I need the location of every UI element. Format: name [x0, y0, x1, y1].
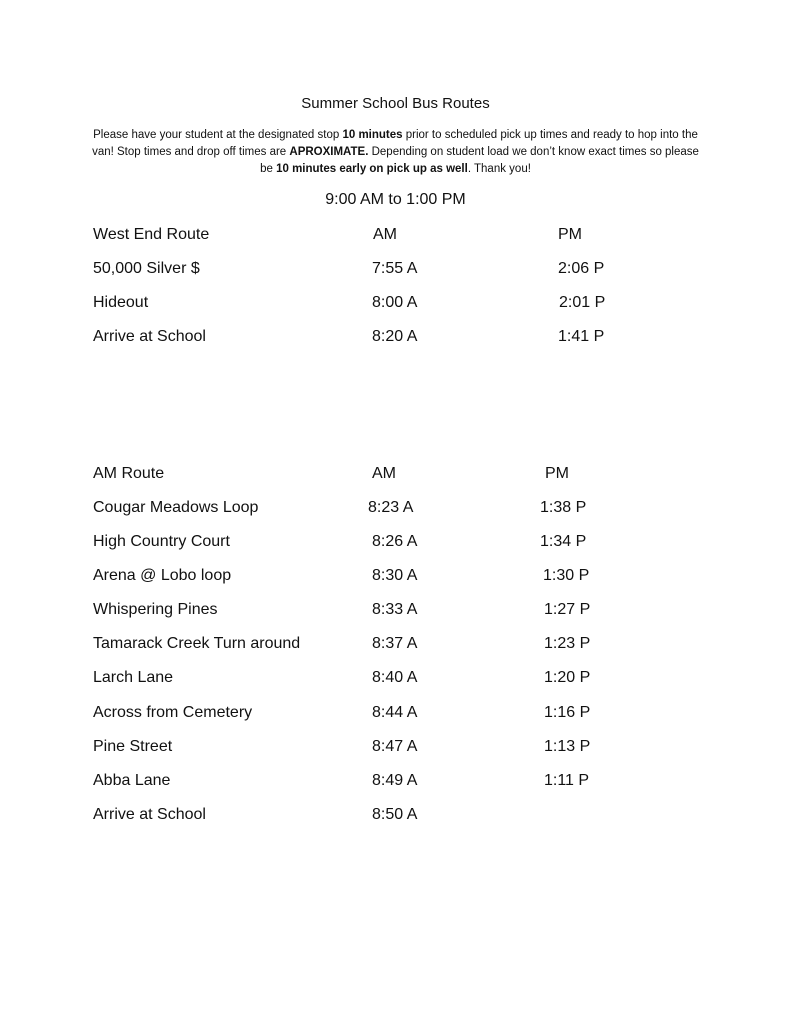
- stop-name: Tamarack Creek Turn around: [93, 635, 301, 652]
- table-row: [0, 738, 791, 760]
- west-end-header-pm: PM: [558, 226, 582, 243]
- pm-time: 1:30 P: [543, 567, 590, 584]
- am-time: 8:00 A: [372, 294, 418, 311]
- table-row: [0, 772, 791, 794]
- am-time: 8:33 A: [372, 601, 418, 618]
- stop-name: Cougar Meadows Loop: [93, 499, 259, 516]
- am-time: 8:37 A: [372, 635, 418, 652]
- table-row: [0, 499, 791, 521]
- stop-name: Larch Lane: [93, 669, 174, 686]
- am-route-header-row: [0, 465, 791, 487]
- table-row: [0, 806, 791, 828]
- intro-text-3: Depending on student load we don’t know exact times so please be: [260, 146, 699, 175]
- intro-text-1: Please have your student at the designated stop: [93, 129, 343, 141]
- intro-bold-1: 10 minutes: [342, 129, 403, 141]
- am-time: 8:44 A: [372, 704, 418, 721]
- am-time: 8:47 A: [372, 738, 418, 755]
- am-time: 7:55 A: [372, 260, 418, 277]
- stop-name: 50,000 Silver $: [93, 260, 200, 277]
- table-row: [0, 260, 791, 282]
- stop-name: Across from Cemetery: [93, 704, 253, 721]
- west-end-header-row: [0, 226, 791, 248]
- am-time: 8:40 A: [372, 669, 418, 686]
- table-row: [0, 533, 791, 555]
- am-time: 8:30 A: [372, 567, 418, 584]
- west-end-header-stop: West End Route: [93, 226, 210, 243]
- stop-name: Arena @ Lobo loop: [93, 567, 232, 584]
- pm-time: 2:01 P: [559, 294, 606, 311]
- pm-time: 1:16 P: [544, 704, 591, 721]
- am-time: 8:20 A: [372, 328, 418, 345]
- table-row: [0, 704, 791, 726]
- school-hours: 9:00 AM to 1:00 PM: [325, 191, 466, 208]
- pm-time: 1:20 P: [544, 669, 591, 686]
- am-time: 8:26 A: [372, 533, 418, 550]
- pm-time: 1:34 P: [540, 533, 587, 550]
- pm-time: 1:23 P: [544, 635, 591, 652]
- stop-name: Whispering Pines: [93, 601, 218, 618]
- am-route-header-pm: PM: [545, 465, 569, 482]
- table-row: [0, 567, 791, 589]
- pm-time: 1:27 P: [544, 601, 591, 618]
- intro-paragraph: [85, 127, 706, 178]
- am-route-header-am: AM: [372, 465, 396, 482]
- am-route-header-stop: AM Route: [93, 465, 165, 482]
- table-row: [0, 328, 791, 350]
- stop-name: High Country Court: [93, 533, 230, 550]
- pm-time: 1:11 P: [544, 772, 590, 789]
- table-row: [0, 635, 791, 657]
- table-row: [0, 669, 791, 691]
- intro-text-4: . Thank you!: [467, 163, 531, 175]
- stop-name: Pine Street: [93, 738, 173, 755]
- west-end-header-am: AM: [373, 226, 397, 243]
- am-time: 8:23 A: [368, 499, 414, 516]
- stop-name: Abba Lane: [93, 772, 171, 789]
- pm-time: 1:41 P: [558, 328, 605, 345]
- pm-time: 1:38 P: [540, 499, 587, 516]
- stop-name: Arrive at School: [93, 806, 206, 823]
- stop-name: Arrive at School: [93, 328, 206, 345]
- page-title: Summer School Bus Routes: [301, 95, 490, 112]
- am-time: 8:50 A: [372, 806, 418, 823]
- table-row: [0, 601, 791, 623]
- stop-name: Hideout: [93, 294, 149, 311]
- intro-text-2: prior to scheduled pick up times and ready to hop into the van! Stop times and drop off times are: [92, 129, 698, 158]
- pm-time: 1:13 P: [544, 738, 591, 755]
- intro-bold-2: APROXIMATE.: [289, 146, 369, 158]
- pm-time: 2:06 P: [558, 260, 605, 277]
- table-row: [0, 294, 791, 316]
- am-time: 8:49 A: [372, 772, 418, 789]
- intro-bold-3: 10 minutes early on pick up as well: [276, 163, 468, 175]
